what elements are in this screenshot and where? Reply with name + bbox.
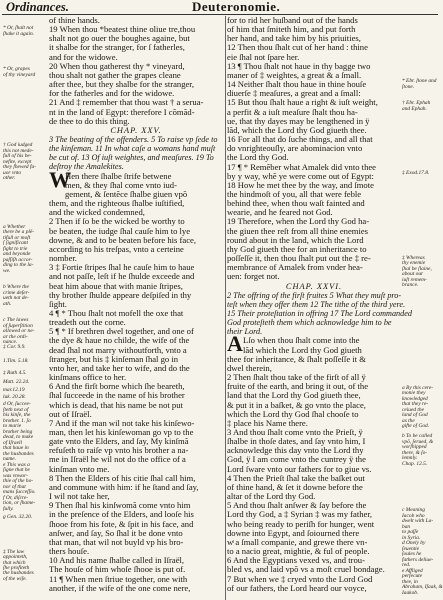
margin-note: to marie (3, 423, 22, 430)
left-text-column (49, 16, 223, 593)
margin-note: lemnly. (402, 455, 418, 462)
margin-note: ceiued the (402, 406, 424, 413)
margin-note: about our (402, 271, 424, 278)
text-line: 5 And thou ſhalt anſwer & ſay before the (227, 500, 367, 511)
text-line: men, & they ſhal come vnto iud- (65, 179, 177, 190)
text-line: ſhalbe in thoſe dates, and ſay vnto him, I (227, 436, 366, 447)
margin-note: tion, or ſhame- (3, 500, 36, 507)
text-line: gement, & ſentẽce ſhalbe giuen vpõ (65, 188, 188, 199)
text-line: them, and the righteous ſhalbe iuſtified, (49, 198, 185, 209)
chapter-summary-line: 3 The beating of the offenders. 5 To raise vp ſede to (49, 135, 218, 145)
text-line: for to rid her huſband out of the hands (227, 15, 358, 25)
margin-note: g Gen. 32.20. (3, 513, 33, 520)
text-line: kinſman vnto me. (49, 463, 110, 474)
text-line: bled vs, and laid vpõ vs a moſt cruel bondage. (227, 564, 385, 575)
margin-note: monie they (402, 390, 426, 397)
text-line: man, then let his kinſewoman go vp to the (49, 427, 194, 438)
text-line: that man, that wil not buyld vp his bro- (49, 536, 184, 547)
margin-note: of thy vineyard (3, 71, 36, 78)
margin-note: c Meaning (402, 507, 425, 514)
text-line: treadeth out the corne. (49, 317, 126, 328)
margin-note: * Or, grapes (3, 66, 30, 73)
text-line: a perfit & a iuſt meaſure ſhalt thou ha- (227, 106, 358, 117)
chapter-summary-line: deſtroy the Amalekites. (49, 162, 124, 172)
margin-note: ſhal be ſlaine, (402, 265, 432, 272)
margin-note: of ſuperſtition (3, 322, 33, 329)
margin-note: a By this cere- (402, 384, 434, 391)
margin-note: fight to trie (3, 245, 28, 252)
margin-note: ſteth next of (3, 406, 29, 413)
margin-note: nance. (3, 338, 18, 345)
margin-note: appointeth, (3, 554, 28, 561)
margin-note: dwelt with La- (402, 518, 434, 525)
text-line: diuerſe ‡ meaſures, a great and a ſmall: (227, 88, 361, 99)
text-line: Lord ſware vnto our fathers for to giue vs. (227, 463, 372, 474)
margin-note: ‡ The law (3, 548, 25, 555)
margin-note: thie of the ho- (3, 478, 34, 485)
text-line: ſhooe from his fote, & ſpit in his face, and (49, 518, 194, 529)
margin-note: † Ebr. Ephah (402, 100, 431, 107)
text-line: ‡ place his Name there. (227, 417, 308, 428)
margin-note: there be a plē- (3, 229, 35, 236)
chapter-summary-line: their Lord. (227, 327, 263, 337)
text-line: her hand, and take him by his priuities, (227, 33, 361, 44)
margin-note: other. (3, 175, 16, 182)
text-line: lãd which the Lord thy God giueth (243, 344, 362, 355)
margin-note: mans ſucceſſio. (3, 489, 36, 496)
text-line: thers houſe. (49, 546, 90, 557)
margin-note: of the wiſe. (3, 575, 27, 582)
text-line: 17 ¶ * Remẽber what Amalek did vnto thee (227, 161, 376, 172)
column-divider (225, 16, 226, 600)
margin-note: we. (3, 267, 11, 274)
header-book-title: Deuteronomie. (192, 0, 281, 14)
text-line: and commune with him: if he ſtand and ſay, (49, 481, 199, 492)
margin-note: that haue in (3, 445, 29, 452)
text-line: shalt not go ouer the boughes againe, but (49, 33, 190, 44)
text-line: gate vnto the Elders, and ſay, My kinſmã (49, 436, 189, 447)
margin-note: was vnwor- (3, 472, 28, 479)
text-line: behind thee, when thou waſt fainted and (227, 198, 365, 209)
text-line: 4 ¶ * Thou ſhalt not mofell the oxe that (49, 307, 184, 318)
text-line: wͭ a ſmall companie, and grewe there vn- (227, 536, 368, 547)
text-line: membrance of Amalek from vnder hea- (227, 262, 363, 273)
margin-note: perſecute (402, 573, 423, 580)
text-line: the Lord thy God. (227, 152, 289, 163)
margin-note: vpõ, ſerued, & (402, 438, 434, 445)
chapter-heading: CHAP. XXV. (110, 125, 162, 135)
margin-note: iuſt remem- (402, 276, 427, 283)
text-line: 14 Neither ſhalt thou haue in thine houſe (227, 79, 367, 90)
text-line: God, ÿ I am come vnto the cuntrey ÿ the (227, 454, 366, 465)
text-line: dwel therein, (227, 362, 272, 373)
text-line: & put it in a baſket, & go vnto the place, (227, 399, 366, 410)
margin-note: the husbandes (3, 450, 34, 457)
margin-note: ding to the la- (3, 262, 34, 269)
text-line: and the wicked condemned, (49, 207, 145, 218)
text-line: by y way, whẽ ye were come out of Egypt: (227, 170, 374, 181)
margin-note: his kinſe, the (3, 412, 31, 419)
text-line: which the Lord thy God ſhal chooſe to (227, 408, 359, 419)
text-line: uen: forget not. (227, 271, 280, 282)
chapter-summary-line: be cut of. 13 Of iuſt weightes, and meaſures. 19 To (49, 153, 214, 163)
margin-note: ar the ordi- (3, 333, 28, 340)
chapter-summary-line: 2 The offring of the firſt fruites 5 What they muſt pro- (227, 290, 402, 300)
text-line: which is dead, that his name be not put (49, 399, 183, 410)
text-line: it shalbe for the stranger, for ſ fatherles, (49, 42, 185, 53)
text-line: 20 When thou gatherest thy * vineyard, (49, 60, 185, 71)
text-line: 19 When thou *beatest thine oliue tre,thou (49, 24, 196, 35)
margin-note: b Where the (3, 284, 29, 291)
drop-cap-initial: W (49, 166, 71, 192)
text-line: for the fatherles and for the widowe. (49, 88, 175, 99)
margin-note: thee, in (402, 578, 418, 585)
margin-note: tifull or moſt (3, 234, 31, 241)
text-line: poſſeſſe it, then thou ſhalt put out the ‡ re- (227, 253, 371, 264)
margin-note: d Onely by (402, 540, 426, 547)
text-line: round about in the land, which the Lord (227, 234, 364, 245)
margin-note: ath. (3, 300, 12, 307)
margin-note: a Whether (3, 223, 26, 230)
text-line: 19 Therefore, when the Lord thy God ha- (227, 216, 370, 227)
text-line: of thine hand, & ſet it downe before the (227, 481, 363, 492)
text-line: wearie, and he feared not God. (227, 207, 333, 218)
margin-note: c The lawes (3, 317, 29, 324)
margin-note: this not mede- (3, 147, 34, 154)
text-line: dead ſhal not marry withoutforth, vnto a (49, 344, 187, 355)
margin-note: as the (402, 417, 415, 424)
margin-note: ſhake it again. (3, 30, 34, 37)
text-line: 6 And the Egyptians vexed vs, and trou- (227, 555, 365, 566)
running-header (0, 0, 440, 14)
margin-note: they ſhewed fa- (3, 164, 36, 171)
margin-note: ‡ Whereas (402, 254, 425, 261)
chapter-summary-line: the kinſeman. 11 In what caſe a womans hand muſt (49, 144, 216, 154)
margin-note: ſ ſignificant (3, 240, 29, 247)
text-line: ue, that thy dayes may be lengthened in ÿ (227, 115, 370, 126)
text-line: thou shalt not gather the grapes cleane (49, 69, 181, 80)
text-line: lãd, which the Lord thy God giueth thee. (227, 124, 367, 135)
margin-note: ‡ Ruth 4.5. (3, 370, 27, 377)
text-line: 21 And ‡ remember that thou wast † a serua- (49, 97, 204, 108)
text-line: me in Iſraël he wil not do the office of a (49, 454, 186, 465)
text-line: nt in the land of Egypt: therefore I cõmãd- (49, 106, 195, 117)
text-line: and for the widowe. (49, 51, 118, 62)
text-line: the giuen thee reſt from all thine enemies (227, 225, 369, 236)
text-line: 3 And thou ſhalt come vnto the Prieſt, ÿ (227, 427, 363, 438)
text-line: anſwer, and ſay, So ſhal it be done vnto (49, 527, 183, 538)
margin-note: brance. (402, 282, 419, 289)
header-section-title: Ordinances. (6, 0, 69, 14)
margin-note: e This was a (3, 461, 30, 468)
text-line: the hindmoſt of you, all that were feble (227, 188, 362, 199)
margin-note: of Iſraell (3, 439, 23, 446)
text-line: 16 For all that do ſuche things, and all that (227, 134, 373, 145)
margin-note: nor of that (3, 483, 26, 490)
text-line: of him that ſmiteth him, and put forth (227, 24, 356, 35)
text-line: 12 Then thou ſhalt cut of her hand : thine (227, 42, 368, 53)
text-line: Lord thy God, a ‡ Syrian ‡ was my father, (227, 509, 373, 520)
margin-note: the husbandes (3, 570, 34, 577)
margin-note: thy enemie (402, 260, 426, 267)
text-line: in the preſence of the Elders, and looſe his (49, 509, 194, 520)
text-line: be beaten, the iudge ſhal cauſe him to lye (49, 225, 191, 236)
margin-note: gifte of God. (402, 423, 430, 430)
margin-note: ſtone. (402, 83, 415, 90)
margin-note: red. (402, 562, 411, 569)
margin-note: Iaakob. (402, 589, 419, 596)
text-line: 9 Then ſhal his kinſwomã come vnto him (49, 500, 191, 511)
text-line: thy God giueth thee for an inheritance to (227, 243, 367, 254)
text-line: nomber. (49, 253, 77, 264)
chapter-summary-line: God proteſteth them which acknowledge him to be (227, 318, 392, 328)
text-line: 4 Then the Prieſt ſhal take the baſket out (227, 472, 365, 483)
margin-note: and Ephah. (402, 105, 427, 112)
text-line: altar of the Lord thy God. (227, 491, 316, 502)
text-line: of our fathers, the Lord heard our voyce, (227, 582, 367, 593)
text-line: downe, & and to be beaten before his face, (49, 234, 196, 245)
margin-note: crime deſer- (3, 289, 30, 296)
drop-cap-initial: A (227, 331, 243, 357)
text-line: 2 Then ſhalt thou take of the firſt of all ÿ (227, 372, 366, 383)
margin-note: brother. 1. ſo (3, 417, 31, 424)
margin-note: there, & ſo- (402, 449, 428, 456)
chapter-heading: CHAP. XXVI. (285, 281, 343, 291)
text-line: thee for inheritance, & ſhalt poſſeſſe it & (227, 353, 366, 364)
margin-note: b To be called (402, 433, 433, 440)
text-line: 3 ‡ Fortie ſtripes ſhal he cauſe him to haue (49, 262, 195, 273)
margin-note: paſſiſh accor- (3, 256, 33, 263)
text-line: 7 But when we ‡ cryed vnto the Lord God (227, 573, 373, 584)
margin-note: that they re- (402, 401, 429, 408)
text-line: kinſmans office to her. (49, 372, 127, 383)
margin-note: e Affliged (402, 567, 423, 574)
margin-note: Abraham, Iſaak, & (402, 584, 443, 591)
text-line: another, if the wife of the one come nere, (49, 582, 191, 593)
chapter-summary-line: teſt when they offer them 12 The tithe of the third yere. (227, 299, 406, 309)
margin-note: to paſſe (402, 529, 419, 536)
margin-note: in Syria. (402, 534, 421, 541)
margin-note: ſigne that he (3, 467, 30, 474)
margin-note: * Or, ſhalt not (3, 25, 34, 32)
margin-note: worſhipped (402, 444, 427, 451)
margin-note: Chap. 12.5. (402, 460, 428, 467)
line-text: Hen there ſhalbe ſtrife betwene (65, 170, 172, 181)
margin-note: d Or, ſuccee- (3, 401, 31, 408)
text-line: de thee to do this thing. (49, 115, 130, 126)
margin-note: ſhe profiteth (3, 565, 30, 571)
margin-note: dead, to make (3, 434, 34, 441)
text-line: refuſeth to raiſe vp vnto his brother a na- (49, 445, 189, 456)
text-line: 7 And if the man wil not take his kinſewo- (49, 417, 195, 428)
text-line: maner of ‡ weightes, a great & a ſmall. (227, 69, 362, 80)
text-line: 2 Then if ſo be the wicked be worthy to (49, 216, 185, 227)
text-line: 6 And the firſt borne which ſhe beareth, (49, 381, 185, 392)
text-line: downe into Egypt, and ſoiourned there (227, 527, 360, 538)
text-line: out of Iſraël. (49, 408, 92, 419)
margin-note: nefite, except (3, 158, 32, 165)
text-line: 18 How he met thee by the way, and ſmote (227, 179, 374, 190)
text-line: who being ready to periſh for hunger, went (227, 518, 375, 529)
text-line: 11 ¶ When men ſtriue together, one with (49, 573, 188, 584)
text-line: beat him aboue that with manie ſtripes, (49, 280, 183, 291)
margin-note: Iacob who (402, 512, 425, 519)
margin-note: ſoules he (402, 551, 422, 558)
text-line: ſhal ſucceede in the name of his brother (49, 390, 185, 401)
margin-note: ban (402, 523, 411, 530)
margin-note: fathers deliue- (402, 556, 434, 563)
text-line: 15 But thou ſhalt haue a right & iuſt weight, (227, 97, 378, 108)
margin-note: ueth not de- (3, 295, 29, 302)
text-line: 13 ¶ Thou ſhalt not haue in thy bagge two (227, 60, 371, 71)
margin-note: mar.12.19 (3, 386, 25, 393)
text-line: I wil not take her, (49, 491, 110, 502)
text-line: 8 Then the Elders of his citie ſhal call him, (49, 472, 196, 483)
text-line: eie ſhal not ſpare her. (227, 51, 300, 62)
margin-note: that which (3, 559, 26, 566)
margin-note: Matt. 22.24. (3, 379, 30, 386)
text-line: ſtranger, but his ‡ kinſeman ſhal go in (49, 353, 179, 364)
margin-note: † God iudged (3, 142, 33, 149)
margin-note: name. (3, 456, 17, 463)
line-text: Lſo when thou ſhalt come into the (243, 335, 360, 346)
text-line: after thee, but they shalbe for the stranger, (49, 79, 194, 90)
margin-note: ‡ Cor. 9.9. (3, 344, 26, 351)
text-line: The houſe of him whoſe ſhooe is put of. (49, 564, 186, 575)
margin-note: f Or, diſcre- (3, 494, 29, 501)
margin-note: ‡ Exod.17.8. (402, 169, 430, 176)
text-line: do vnrighteouſly, are abominacion vnto (227, 143, 363, 154)
margin-note: full of his be- (3, 153, 32, 160)
text-line: vnto her, and take her to wife, and do the (49, 362, 190, 373)
margin-note: 1.Tim. 5.18. (3, 358, 29, 365)
margin-note: allowed or ne- (3, 328, 35, 334)
margin-note: fully. (3, 505, 14, 512)
text-line: the dye & haue no childe, the wife of the (49, 335, 190, 346)
text-line: land that the Lord thy God giueth thee, (227, 390, 361, 401)
margin-note: uor vnto (3, 169, 22, 176)
text-line: according to his treſpas, vnto a certeine (49, 243, 184, 254)
margin-note: knowledged (402, 395, 428, 402)
chapter-summary-line: 15 Their proteſtation in offring 17 The Lord commanded (227, 308, 412, 318)
text-line: ſight. (49, 298, 67, 309)
margin-note: * Ebr. ſtone and (402, 78, 437, 85)
text-line: thy brother ſhulde appeare deſpiſed in thy (49, 289, 192, 300)
text-line: and not paſſe, leſt if he ſhulde exceede and (49, 271, 195, 282)
margin-note: luk. 20.28. (3, 393, 26, 400)
text-line: 5 ¶ * If brethren dwel together, and one of (49, 326, 194, 337)
text-line: acknowledge this day vnto the Lord thy (227, 445, 364, 456)
margin-note: ſeuentie (402, 545, 420, 552)
text-line: to a nacio great, mightie, & ful of people. (227, 546, 370, 557)
text-line: fruite of the earth, and bring it out, of the (227, 381, 369, 392)
text-line: 10 And his name ſhalbe called in Iſraël, (49, 555, 185, 566)
margin-note: land of God (402, 412, 428, 419)
text-line: of thine hands. (49, 15, 100, 25)
margin-note: and beyonde (3, 251, 31, 258)
margin-note: brother being (3, 428, 33, 435)
